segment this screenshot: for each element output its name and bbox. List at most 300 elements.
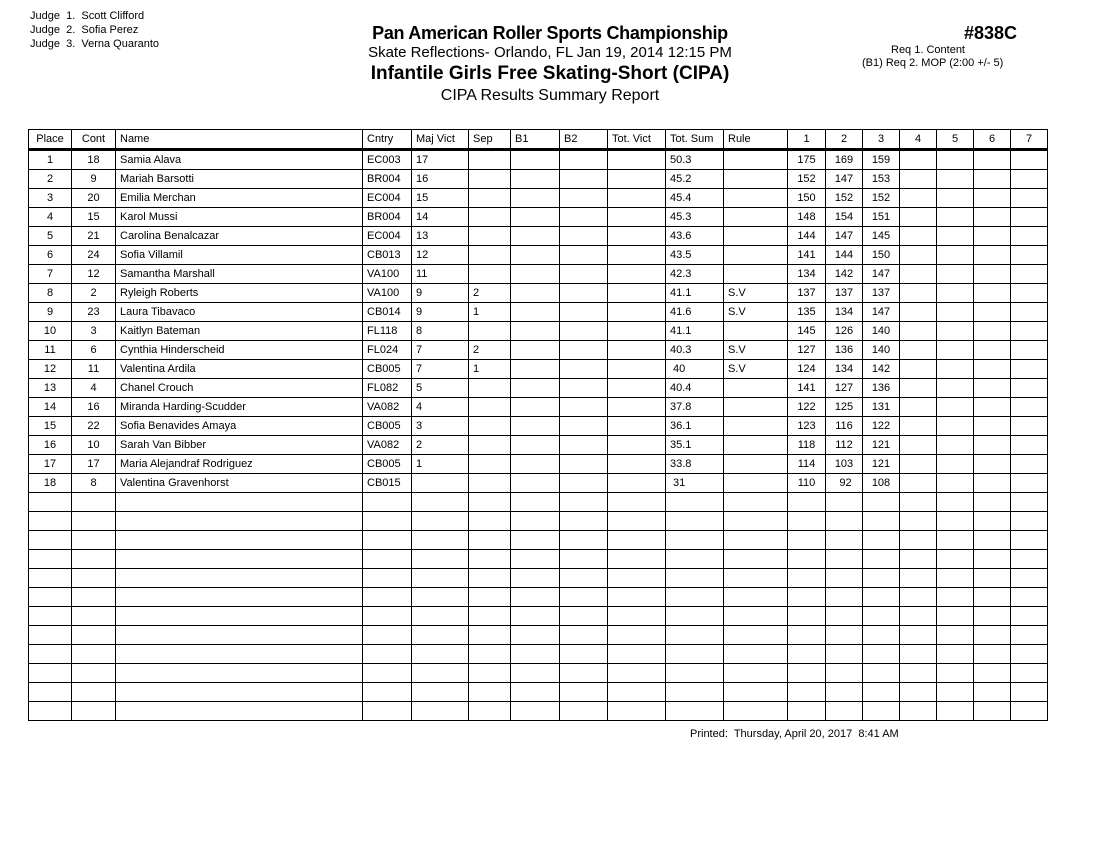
cell-judge-1 [788,626,826,645]
cell-place: 10 [29,322,72,341]
table-row [29,284,1048,303]
cell-cont [72,607,116,626]
cell-judge-1: 124 [788,360,826,379]
cell-b2 [560,493,608,512]
cell-judge-1 [788,702,826,721]
cell-judge-2: 169 [826,150,863,170]
cell-judge-4 [900,360,937,379]
cell-place: 13 [29,379,72,398]
cell-cntry [363,626,412,645]
cell-name: Sofia Villamil [116,246,363,265]
table-row [29,189,1048,208]
cell-name: Sofia Benavides Amaya [116,417,363,436]
cell-b1 [511,702,560,721]
table-header-row [29,130,1048,150]
cell-judge-1 [788,588,826,607]
cell-b2 [560,702,608,721]
cell-rule [724,208,788,227]
cell-judge-5 [937,360,974,379]
cell-judge-3: 150 [863,246,900,265]
cell-sep [469,265,511,284]
cell-name: Mariah Barsotti [116,170,363,189]
cell-cntry [363,569,412,588]
cell-tot-sum [666,588,724,607]
table-row [29,265,1048,284]
cell-tot-sum: 40.3 [666,341,724,360]
cell-cntry: FL082 [363,379,412,398]
cell-maj-vict [412,588,469,607]
cell-name [116,493,363,512]
cell-sep [469,208,511,227]
cell-sep [469,455,511,474]
cell-place: 3 [29,189,72,208]
judges-list [30,9,159,51]
cell-rule [724,607,788,626]
cell-judge-2 [826,493,863,512]
cell-cntry: CB005 [363,417,412,436]
cell-name: Maria Alejandraf Rodriguez [116,455,363,474]
cell-place [29,493,72,512]
cell-judge-6 [974,246,1011,265]
cell-maj-vict [412,569,469,588]
table-row [29,398,1048,417]
cell-judge-3: 142 [863,360,900,379]
cell-judge-2: 112 [826,436,863,455]
cell-judge-2: 137 [826,284,863,303]
cell-judge-4 [900,417,937,436]
cell-judge-4 [900,455,937,474]
cell-judge-6 [974,531,1011,550]
cell-b1 [511,170,560,189]
cell-judge-1 [788,531,826,550]
cell-judge-2: 134 [826,360,863,379]
empty-table-row [29,702,1048,721]
cell-judge-4 [900,702,937,721]
cell-judge-7 [1011,398,1048,417]
cell-judge-6 [974,208,1011,227]
cell-name [116,550,363,569]
cell-judge-5 [937,417,974,436]
cell-judge-5 [937,246,974,265]
cell-judge-4 [900,379,937,398]
cell-place [29,512,72,531]
cell-judge-5 [937,170,974,189]
cell-judge-4 [900,512,937,531]
cell-tot-sum: 50.3 [666,150,724,170]
cell-cont [72,531,116,550]
cell-judge-3 [863,683,900,702]
cell-tot-vict [608,246,666,265]
cell-judge-4 [900,436,937,455]
cell-cont: 12 [72,265,116,284]
cell-judge-4 [900,170,937,189]
cell-judge-4 [900,588,937,607]
cell-judge-5 [937,303,974,322]
cell-judge-3: 136 [863,379,900,398]
event-number: #838C [964,23,1018,43]
cell-cont: 2 [72,284,116,303]
col-cont: Cont [72,130,116,150]
cell-judge-6 [974,645,1011,664]
cell-place [29,664,72,683]
cell-tot-sum: 45.4 [666,189,724,208]
table-row [29,455,1048,474]
cell-judge-7 [1011,474,1048,493]
cell-judge-6 [974,398,1011,417]
cell-judge-6 [974,569,1011,588]
cell-judge-3 [863,512,900,531]
cell-cntry [363,550,412,569]
cell-tot-sum [666,607,724,626]
results-table [28,129,1048,721]
cell-b2 [560,512,608,531]
cell-cont [72,645,116,664]
cell-sep [469,379,511,398]
cell-judge-3: 137 [863,284,900,303]
cell-cont [72,493,116,512]
cell-cntry: VA100 [363,284,412,303]
cell-rule [724,626,788,645]
cell-tot-sum [666,702,724,721]
cell-b2 [560,607,608,626]
cell-tot-sum: 36.1 [666,417,724,436]
cell-name: Miranda Harding-Scudder [116,398,363,417]
cell-judge-2: 127 [826,379,863,398]
cell-judge-6 [974,626,1011,645]
cell-b1 [511,683,560,702]
cell-judge-7 [1011,531,1048,550]
col-b2: B2 [560,130,608,150]
cell-maj-vict [412,550,469,569]
table-row [29,303,1048,322]
cell-tot-sum: 40.4 [666,379,724,398]
cell-place: 7 [29,265,72,284]
cell-judge-4 [900,626,937,645]
cell-sep [469,150,511,170]
cell-tot-vict [608,664,666,683]
cell-b1 [511,626,560,645]
cell-cont [72,664,116,683]
cell-tot-vict [608,436,666,455]
cell-judge-7 [1011,645,1048,664]
cell-judge-3: 131 [863,398,900,417]
cell-cont: 8 [72,474,116,493]
cell-maj-vict: 9 [412,284,469,303]
cell-judge-2 [826,588,863,607]
cell-cntry [363,493,412,512]
cell-judge-2: 125 [826,398,863,417]
cell-rule [724,512,788,531]
cell-cont: 20 [72,189,116,208]
cell-tot-sum: 42.3 [666,265,724,284]
cell-sep [469,436,511,455]
cell-cntry: VA082 [363,436,412,455]
cell-tot-vict [608,227,666,246]
cell-judge-5 [937,569,974,588]
cell-judge-3 [863,626,900,645]
col-judge-4: 4 [900,130,937,150]
cell-place [29,550,72,569]
cell-b1 [511,588,560,607]
cell-maj-vict [412,645,469,664]
cell-judge-4 [900,474,937,493]
cell-judge-5 [937,531,974,550]
cell-cntry: BR004 [363,170,412,189]
cell-judge-4 [900,645,937,664]
empty-table-row [29,588,1048,607]
championship-title: Pan American Roller Sports Championship [372,23,728,43]
cell-cntry: CB014 [363,303,412,322]
cell-name: Samantha Marshall [116,265,363,284]
cell-maj-vict: 4 [412,398,469,417]
cell-judge-7 [1011,265,1048,284]
cell-judge-1: 148 [788,208,826,227]
cell-cntry [363,702,412,721]
cell-cont: 4 [72,379,116,398]
cell-rule [724,645,788,664]
cell-b1 [511,341,560,360]
cell-cntry [363,645,412,664]
cell-judge-1: 150 [788,189,826,208]
cell-cntry [363,531,412,550]
empty-table-row [29,664,1048,683]
cell-place [29,702,72,721]
cell-sep [469,702,511,721]
cell-b2 [560,150,608,170]
cell-tot-vict [608,150,666,170]
cell-b2 [560,170,608,189]
cell-sep [469,189,511,208]
cell-place: 5 [29,227,72,246]
cell-cont: 18 [72,150,116,170]
empty-table-row [29,531,1048,550]
cell-maj-vict [412,512,469,531]
cell-judge-7 [1011,607,1048,626]
cell-judge-1 [788,493,826,512]
cell-judge-3 [863,550,900,569]
cell-b2 [560,303,608,322]
cell-judge-1: 135 [788,303,826,322]
cell-tot-sum [666,550,724,569]
requirement-1: Req 1. Content [891,44,965,56]
cell-judge-2 [826,683,863,702]
cell-name: Karol Mussi [116,208,363,227]
cell-tot-vict [608,531,666,550]
cell-rule [724,170,788,189]
cell-judge-7 [1011,303,1048,322]
cell-b1 [511,493,560,512]
cell-judge-5 [937,702,974,721]
cell-tot-sum [666,493,724,512]
table-row [29,341,1048,360]
cell-name [116,512,363,531]
cell-maj-vict: 12 [412,246,469,265]
cell-maj-vict: 9 [412,303,469,322]
cell-b2 [560,265,608,284]
col-cntry: Cntry [363,130,412,150]
cell-rule [724,265,788,284]
report-subtitle: CIPA Results Summary Report [440,87,660,104]
cell-judge-6 [974,512,1011,531]
cell-judge-6 [974,303,1011,322]
cell-sep [469,170,511,189]
cell-judge-2: 144 [826,246,863,265]
cell-b1 [511,398,560,417]
cell-judge-2: 154 [826,208,863,227]
cell-tot-sum [666,664,724,683]
cell-cntry [363,588,412,607]
cell-judge-1: 141 [788,246,826,265]
cell-rule [724,398,788,417]
cell-judge-5 [937,512,974,531]
cell-tot-sum: 41.6 [666,303,724,322]
cell-name: Samia Alava [116,150,363,170]
cell-b1 [511,227,560,246]
cell-judge-3: 159 [863,150,900,170]
cell-tot-sum: 41.1 [666,284,724,303]
cell-judge-6 [974,607,1011,626]
judge-1: Judge 1. Scott Clifford [30,10,145,22]
cell-sep [469,474,511,493]
cell-b1 [511,246,560,265]
cell-judge-1: 137 [788,284,826,303]
cell-b2 [560,246,608,265]
empty-table-row [29,512,1048,531]
cell-sep [469,645,511,664]
col-sep: Sep [469,130,511,150]
cell-judge-6 [974,436,1011,455]
cell-rule [724,417,788,436]
cell-cont: 6 [72,341,116,360]
cell-sep [469,227,511,246]
cell-maj-vict [412,664,469,683]
cell-judge-6 [974,265,1011,284]
cell-judge-3: 151 [863,208,900,227]
cell-judge-7 [1011,664,1048,683]
cell-judge-7 [1011,588,1048,607]
cell-tot-vict [608,322,666,341]
cell-judge-4 [900,341,937,360]
cell-name: Kaitlyn Bateman [116,322,363,341]
col-rule: Rule [724,130,788,150]
cell-name [116,683,363,702]
cell-b1 [511,379,560,398]
cell-tot-vict [608,398,666,417]
col-tot-sum: Tot. Sum [666,130,724,150]
cell-judge-2: 103 [826,455,863,474]
cell-place: 2 [29,170,72,189]
cell-judge-6 [974,322,1011,341]
cell-judge-3 [863,493,900,512]
cell-place: 18 [29,474,72,493]
cell-name [116,588,363,607]
empty-table-row [29,645,1048,664]
cell-place: 14 [29,398,72,417]
cell-b2 [560,664,608,683]
cell-sep [469,569,511,588]
cell-tot-sum: 40 [666,360,724,379]
cell-judge-1: 118 [788,436,826,455]
col-name: Name [116,130,363,150]
cell-tot-vict [608,569,666,588]
cell-judge-7 [1011,150,1048,170]
cell-judge-7 [1011,683,1048,702]
cell-name: Ryleigh Roberts [116,284,363,303]
table-row [29,208,1048,227]
cell-maj-vict [412,702,469,721]
cell-b2 [560,626,608,645]
cell-judge-1: 110 [788,474,826,493]
cell-maj-vict: 7 [412,341,469,360]
cell-judge-1: 122 [788,398,826,417]
cell-tot-vict [608,626,666,645]
cell-judge-7 [1011,246,1048,265]
cell-judge-5 [937,474,974,493]
cell-name: Valentina Gravenhorst [116,474,363,493]
venue-date-line: Skate Reflections- Orlando, FL Jan 19, 2014 12:15 PM [368,44,732,61]
col-tot-vict: Tot. Vict [608,130,666,150]
empty-table-row [29,493,1048,512]
cell-judge-1 [788,664,826,683]
table-row [29,227,1048,246]
requirement-2: (B1) Req 2. MOP (2:00 +/- 5) [862,57,1004,69]
cell-rule [724,569,788,588]
cell-tot-sum [666,683,724,702]
cell-maj-vict: 11 [412,265,469,284]
empty-table-row [29,607,1048,626]
cell-b2 [560,341,608,360]
cell-judge-3 [863,569,900,588]
cell-judge-3: 153 [863,170,900,189]
cell-judge-5 [937,436,974,455]
cell-b2 [560,588,608,607]
cell-judge-4 [900,550,937,569]
cell-judge-6 [974,341,1011,360]
cell-b1 [511,189,560,208]
cell-judge-7 [1011,208,1048,227]
cell-place: 15 [29,417,72,436]
cell-tot-vict [608,550,666,569]
cell-cont: 11 [72,360,116,379]
cell-tot-vict [608,265,666,284]
cell-name [116,664,363,683]
cell-judge-1: 127 [788,341,826,360]
cell-maj-vict [412,626,469,645]
cell-judge-7 [1011,569,1048,588]
cell-judge-6 [974,702,1011,721]
cell-judge-7 [1011,417,1048,436]
cell-cont: 22 [72,417,116,436]
cell-b2 [560,455,608,474]
empty-table-row [29,550,1048,569]
cell-cntry: CB013 [363,246,412,265]
cell-judge-3 [863,702,900,721]
cell-tot-vict [608,208,666,227]
cell-judge-3 [863,645,900,664]
cell-rule [724,379,788,398]
cell-cntry: EC003 [363,150,412,170]
cell-cntry: VA100 [363,265,412,284]
cell-cont: 21 [72,227,116,246]
cell-b1 [511,265,560,284]
cell-judge-2 [826,531,863,550]
cell-judge-4 [900,569,937,588]
cell-judge-1 [788,683,826,702]
cell-judge-4 [900,607,937,626]
cell-judge-4 [900,683,937,702]
cell-judge-7 [1011,360,1048,379]
cell-place [29,607,72,626]
